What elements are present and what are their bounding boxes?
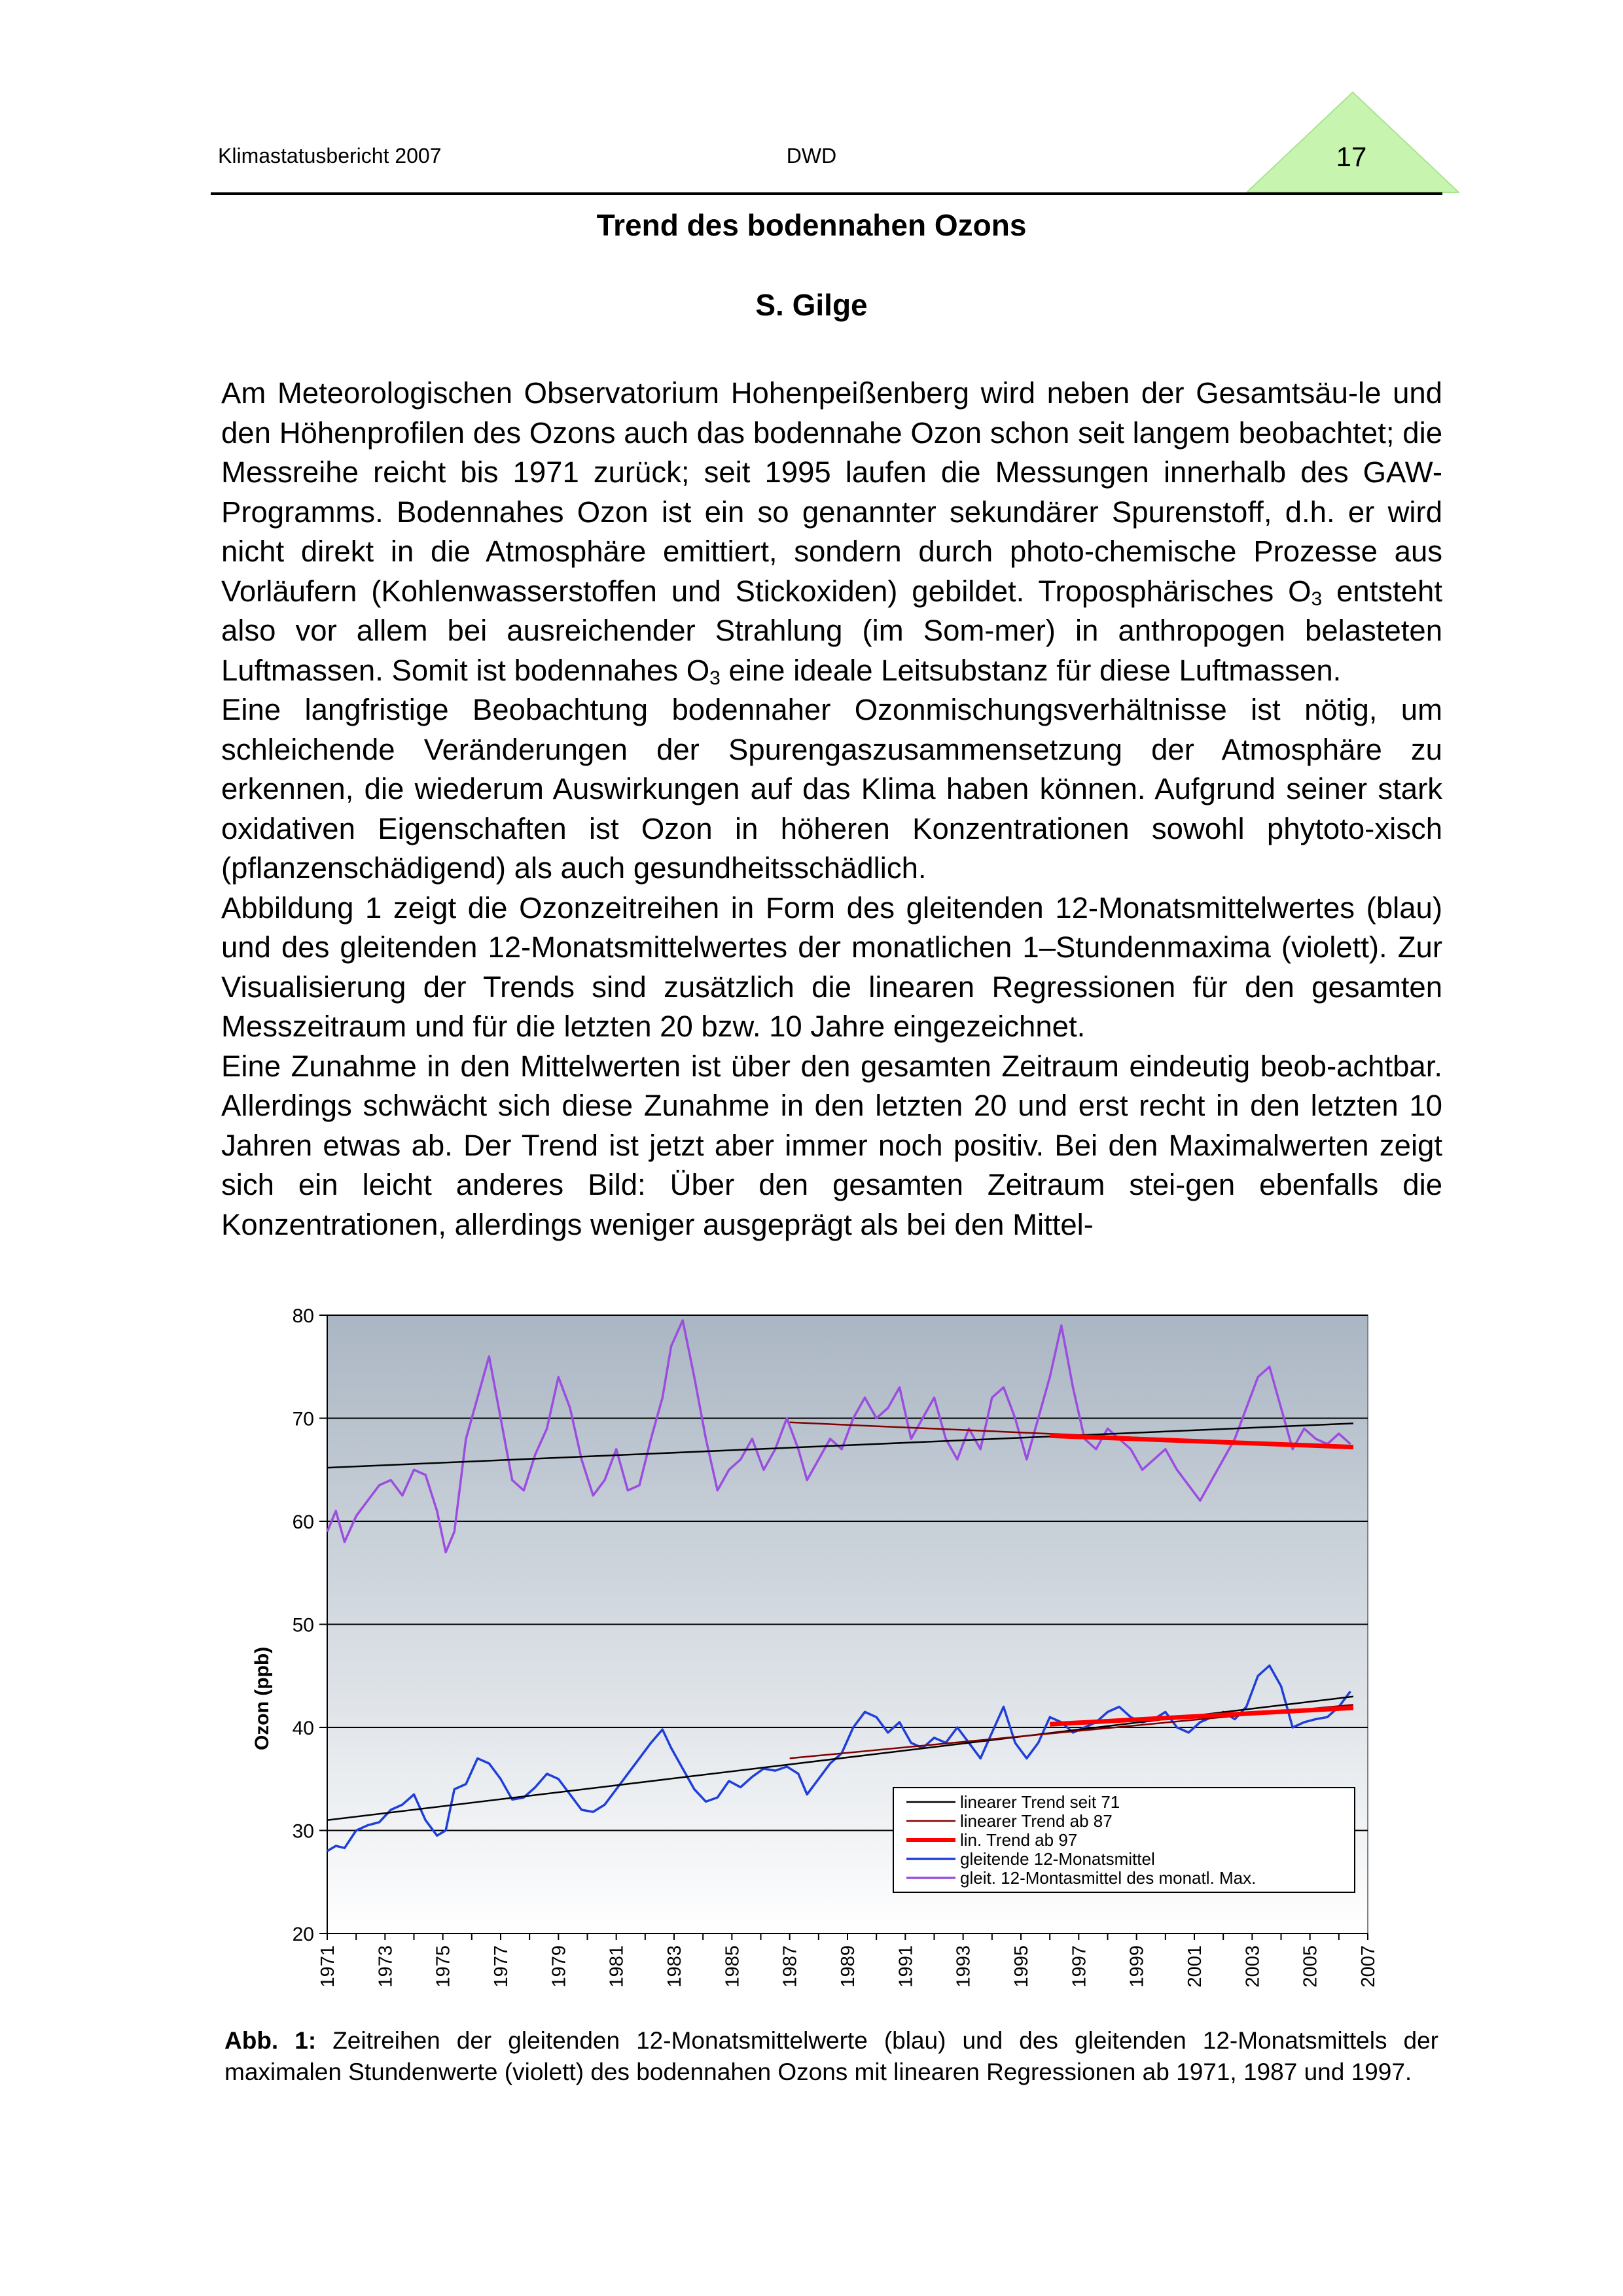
running-header-center: DWD: [786, 144, 837, 168]
caption-label: Abb. 1:: [224, 2027, 317, 2054]
paragraph-1-part-c: eine ideale Leitsubstanz für diese Luftmassen.: [720, 653, 1342, 687]
y-tick-label: 50: [292, 1614, 314, 1636]
body-text: [221, 374, 1442, 1245]
y-axis-label: Ozon (ppb): [251, 1646, 273, 1751]
subscript-3: 3: [1311, 588, 1323, 610]
x-tick-label: 1989: [838, 1945, 859, 1988]
legend-entry: linearer Trend ab 87: [960, 1811, 1113, 1831]
article-author: S. Gilge: [755, 288, 868, 322]
y-tick-label: 80: [292, 1305, 314, 1327]
paragraph-1-part-a: Am Meteorologischen Observatorium Hohenpeißenberg wird neben der Gesamtsäu-le und den Höhenprofilen des Ozons auch das bodennahe Ozon schon seit langem beobachtet; die Messreihe reicht bis 1971 zurück; seit 1995 laufen die Messungen innerhalb des GAW-Programms. Bodennahes Ozon ist ein so genannter sekundärer Spurenstoff, d.h. er wird nicht direkt in die Atmosphäre emittiert, sondern durch photo-chemische Prozesse aus Vorläufern (Kohlenwasserstoffen und Stickoxiden) gebildet. Troposphärisches O: [221, 376, 1442, 608]
page-number: 17: [1336, 141, 1367, 172]
y-tick-label: 70: [292, 1408, 314, 1430]
paragraph-4: Eine Zunahme in den Mittelwerten ist über den gesamten Zeitraum eindeutig beob-achtbar. Allerdings schwächt sich diese Zunahme in den letzten 20 und erst recht in den letzten 10 Jahren etwas ab. Der Trend ist jetzt aber immer noch positiv. Bei den Maximalwerten zeigt sich ein leicht anderes Bild: Über den gesamten Zeitraum stei-gen ebenfalls die Konzentrationen, allerdings weniger ausgeprägt als bei den Mittel-: [221, 1049, 1442, 1241]
paragraph-3: Abbildung 1 zeigt die Ozonzeitreihen in Form des gleitenden 12-Monatsmittelwertes (blau) und des gleitenden 12-Monatsmittelwertes der monatlichen 1–Stundenmaxima (violett). Zur Visualisierung der Trends sind zusätzlich die linearen Regressionen für den gesamten Messzeitraum und für die letzten 20 bzw. 10 Jahre eingezeichnet.: [221, 891, 1442, 1043]
x-tick-label: 1993: [953, 1945, 974, 1988]
y-tick-label: 30: [292, 1820, 314, 1843]
x-tick-label: 1975: [433, 1945, 454, 1988]
x-tick-label: 1971: [317, 1945, 338, 1988]
legend-entry: lin. Trend ab 97: [960, 1830, 1078, 1850]
paragraph-1-part-b: entsteht also vor allem bei ausreichender Strahlung (im Som-mer) in anthropogen belasteten Luftmassen. Somit ist bodennahes O: [221, 574, 1442, 687]
running-header-left: Klimastatusbericht 2007: [218, 144, 442, 168]
x-tick-label: 1973: [375, 1945, 397, 1988]
y-tick-label: 20: [292, 1924, 314, 1945]
legend: [893, 1788, 1355, 1892]
subscript-3: 3: [709, 667, 721, 689]
x-tick-label: 1981: [606, 1945, 628, 1988]
ozone-timeseries-chart: [216, 1282, 1407, 2009]
paragraph-2: Eine langfristige Beobachtung bodennaher Ozonmischungsverhältnisse ist nötig, um schleichende Veränderungen der Spurengaszusammensetzung der Atmosphäre zu erkennen, die wiederum Auswirkungen auf das Klima haben können. Aufgrund seiner stark oxidativen Eigenschaften ist Ozon in höheren Konzentrationen sowohl phytoto-xisch (pflanzenschädigend) als auch gesundheitsschädlich.: [221, 693, 1442, 885]
caption-text: Zeitreihen der gleitenden 12-Monatsmittelwerte (blau) und des gleitenden 12-Monatsmittels der maximalen Stundenwerte (violett) des bodennahen Ozons mit linearen Regressionen ab 1971, 1987 und 1997.: [224, 2027, 1438, 2085]
x-tick-label: 1991: [895, 1945, 917, 1988]
x-tick-label: 2003: [1242, 1945, 1264, 1988]
figure-caption: [224, 2025, 1438, 2088]
x-tick-label: 1979: [548, 1945, 570, 1988]
x-tick-label: 2007: [1358, 1945, 1379, 1988]
x-tick-label: 2001: [1185, 1945, 1205, 1988]
x-tick-label: 2005: [1300, 1945, 1321, 1988]
x-tick-label: 1983: [664, 1945, 685, 1988]
x-tick-label: 1997: [1069, 1945, 1090, 1988]
x-tick-label: 1985: [722, 1945, 743, 1988]
legend-entry: gleitende 12-Monatsmittel: [960, 1849, 1155, 1869]
legend-entry: gleit. 12-Montasmittel des monatl. Max.: [960, 1868, 1257, 1888]
x-tick-label: 1999: [1126, 1945, 1148, 1988]
header-rule: [211, 192, 1442, 195]
x-tick-label: 1995: [1011, 1945, 1032, 1988]
x-tick-label: 1977: [491, 1945, 512, 1988]
article-title: Trend des bodennahen Ozons: [596, 208, 1027, 242]
y-tick-label: 40: [292, 1718, 314, 1739]
y-tick-label: 60: [292, 1511, 314, 1533]
paragraph-1: [221, 374, 1442, 690]
x-tick-label: 1987: [779, 1945, 801, 1988]
legend-entry: linearer Trend seit 71: [960, 1792, 1120, 1812]
